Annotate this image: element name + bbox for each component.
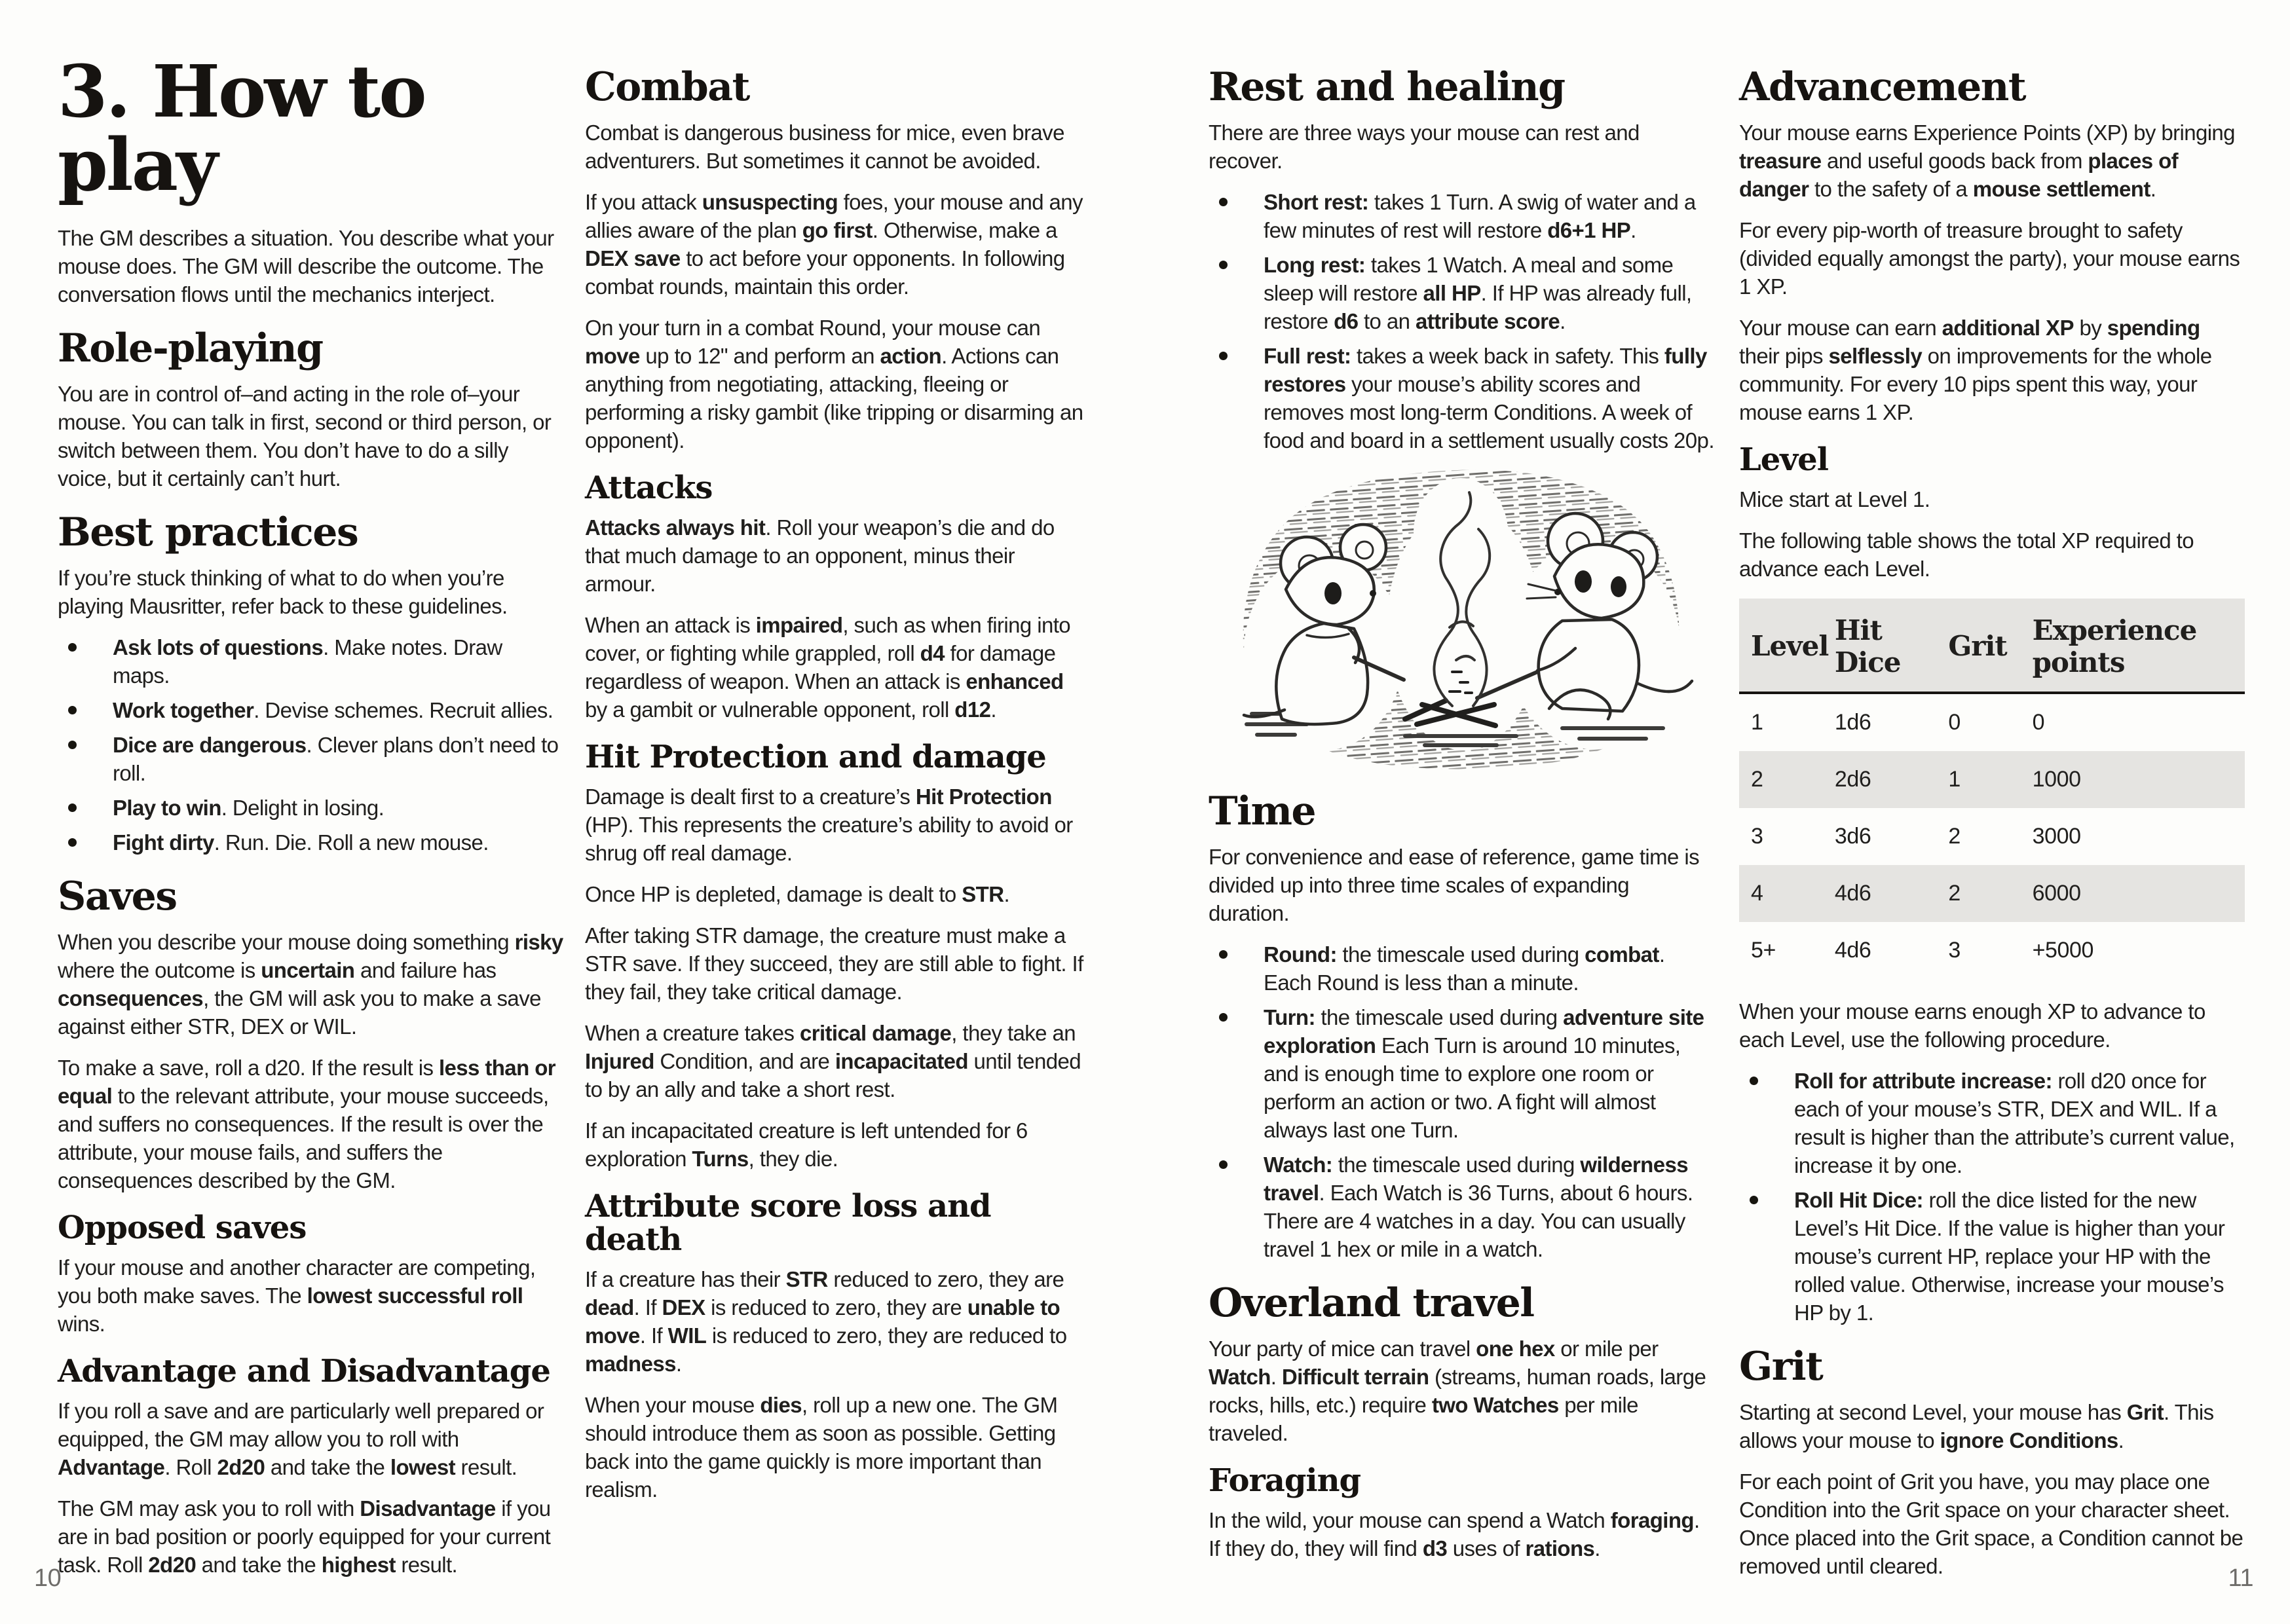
column-header-experience-points: Experience points xyxy=(2033,599,2245,693)
cell-hit-dice: 3d6 xyxy=(1834,823,1871,849)
heading-time: Time xyxy=(1209,788,1316,834)
table-row xyxy=(1739,751,2245,808)
cell-hit-dice: 2d6 xyxy=(1835,751,1949,808)
cell-grit: 3 xyxy=(1948,937,1961,963)
cell-grit: 2 xyxy=(1948,823,1961,849)
rest-paragraph: There are three ways your mouse can rest and recover. xyxy=(1209,120,1640,173)
list-item: Dice are dangerous. Clever plans don’t need to roll. xyxy=(58,731,563,787)
heading-attribute-loss-death: Attribute score loss and death xyxy=(585,1187,991,1259)
advancement-paragraph-3: Your mouse can earn additional XP by spending their pips selflessly on improvements for the whole community. For every 10 pips spent this way, your mouse earns 1 XP. xyxy=(1739,316,2212,424)
opposed-saves-paragraph: If your mouse and another character are competing, you both make saves. The lowest successful roll wins. xyxy=(58,1255,536,1337)
table-row xyxy=(1739,865,2245,922)
cell-xp: 1000 xyxy=(2033,751,2245,808)
hit-protection-paragraph-4: When a creature takes critical damage, they take an Injured Condition, and are incapacitated until tended to by an ally and take a short rest. xyxy=(585,1020,1081,1101)
combat-paragraph-1: Combat is dangerous business for mice, even brave adventurers. But sometimes it cannot be avoided. xyxy=(585,120,1064,173)
table-header-row xyxy=(1739,599,2245,693)
column-header-hit-dice: Hit Dice xyxy=(1835,599,1949,693)
cell-xp: 0 xyxy=(2032,709,2045,735)
list-item: Full rest: takes a week back in safety. This fully restores your mouse’s ability scores and removes most long-term Conditions. A week of food and board in a settlement usually costs 20p. xyxy=(1209,342,1714,454)
list-item: Long rest: takes 1 Watch. A meal and some sleep will restore all HP. If HP was already full, restore d6 to an attribute score. xyxy=(1209,251,1714,335)
foraging-paragraph: In the wild, your mouse can spend a Watch foraging. If they do, they will find d3 uses of rations. xyxy=(1209,1507,1700,1560)
heading-rest-and-healing: Rest and healing xyxy=(1209,64,1565,110)
list-item: Play to win. Delight in losing. xyxy=(58,794,563,822)
heading-overland-travel: Overland travel xyxy=(1209,1280,1534,1326)
level-paragraph-2: The following table shows the total XP required to advance each Level. xyxy=(1739,528,2194,581)
column-advancement xyxy=(1739,55,2245,1593)
hit-protection-paragraph-1: Damage is dealt first to a creature’s Hit Protection (HP). This represents the creature’s ability to avoid or shrug off real damage. xyxy=(585,784,1073,865)
level-xp-table xyxy=(1739,599,2245,979)
cell-level: 3 xyxy=(1751,823,1763,849)
column-header-grit: Grit xyxy=(1948,599,2032,693)
advantage-paragraph-1: If you roll a save and are particularly well prepared or equipped, the GM may allow you to roll with Advantage. Roll 2d20 and take the lowest result. xyxy=(58,1399,544,1480)
overland-paragraph: Your party of mice can travel one hex or mile per Watch. Difficult terrain (streams, human roads, large rocks, hills, etc.) require two Watches per mile traveled. xyxy=(1209,1337,1706,1445)
cell-level: 2 xyxy=(1739,751,1835,808)
advantage-paragraph-2: The GM may ask you to roll with Disadvantage if you are in bad position or poorly equipped for your current task. Roll 2d20 and take the highest result. xyxy=(58,1496,551,1578)
cell-level: 5+ xyxy=(1751,937,1776,963)
list-item: Short rest: takes 1 Turn. A swig of water and a few minutes of rest will restore d6+1 HP. xyxy=(1209,188,1714,244)
chapter-title: 3. How to play xyxy=(58,49,425,208)
combat-paragraph-3: On your turn in a combat Round, your mouse can move up to 12" and perform an action. Actions can anything from negotiating, attacking, fleeing or performing a risky gambit (like tripping or disarming an opponent). xyxy=(585,316,1083,452)
cell-grit: 0 xyxy=(1948,709,1961,735)
campfire-mice-illustration xyxy=(1209,464,1714,771)
page-number-left: 10 xyxy=(34,1564,62,1592)
cell-xp: 6000 xyxy=(2033,865,2245,922)
cell-xp: +5000 xyxy=(2032,937,2094,963)
list-item: Roll Hit Dice: roll the dice listed for the new Level’s Hit Dice. If the value is higher than your mouse’s current HP, replace your HP with the rolled value. Otherwise, increase your mouse’s HP by 1. xyxy=(1739,1186,2245,1327)
cell-hit-dice: 4d6 xyxy=(1834,937,1871,963)
heading-level: Level xyxy=(1739,441,1828,478)
time-list xyxy=(1209,940,1714,1263)
list-item: Fight dirty. Run. Die. Roll a new mouse. xyxy=(58,828,563,857)
best-practices-list xyxy=(58,633,563,857)
column-combat xyxy=(585,55,1091,1517)
cell-xp: 3000 xyxy=(2032,823,2081,849)
table-row xyxy=(1739,808,2245,865)
heading-saves: Saves xyxy=(58,874,177,920)
role-playing-paragraph: You are in control of–and acting in the role of–your mouse. You can talk in first, second or third person, or switch between them. You don’t have to do a silly voice, but it certainly can’t hurt. xyxy=(58,382,552,491)
advancement-paragraph-1: Your mouse earns Experience Points (XP) by bringing treasure and useful goods back from places of danger to the safety of a mouse settlement. xyxy=(1739,120,2235,201)
hit-protection-paragraph-5: If an incapacitated creature is left untended for 6 exploration Turns, they die. xyxy=(585,1118,1028,1171)
grit-paragraph-1: Starting at second Level, your mouse has Grit. This allows your mouse to ignore Conditions. xyxy=(1739,1399,2214,1452)
heading-foraging: Foraging xyxy=(1209,1462,1361,1499)
cell-hit-dice: 1d6 xyxy=(1834,709,1871,735)
list-item: Roll for attribute increase: roll d20 once for each of your mouse’s STR, DEX and WIL. If a result is higher than the attribute’s current value, increase it by one. xyxy=(1739,1067,2245,1179)
cell-grit: 1 xyxy=(1948,751,2032,808)
column-how-to-play xyxy=(58,49,563,1592)
list-item: Ask lots of questions. Make notes. Draw maps. xyxy=(58,633,563,690)
hit-protection-paragraph-3: After taking STR damage, the creature must make a STR save. If they succeed, they are still able to fight. If they fail, they take critical damage. xyxy=(585,923,1083,1004)
attacks-paragraph-1: Attacks always hit. Roll your weapon’s die and do that much damage to an opponent, minus their armour. xyxy=(585,515,1055,596)
hit-protection-paragraph-2: Once HP is depleted, damage is dealt to STR. xyxy=(585,881,1010,906)
heading-best-practices: Best practices xyxy=(58,509,358,556)
best-practices-paragraph: If you’re stuck thinking of what to do when you’re playing Mausritter, refer back to these guidelines. xyxy=(58,566,508,619)
combat-paragraph-2: If you attack unsuspecting foes, your mouse and any allies aware of the plan go first. Otherwise, make a DEX save to act before your opponents. In following combat rounds, maintain this order. xyxy=(585,190,1083,299)
list-item: Turn: the timescale used during adventure site exploration Each Turn is around 10 minutes, and is enough time to explore one room or perform an action or two. A fight will almost always last one Turn. xyxy=(1209,1003,1714,1144)
level-procedure-list xyxy=(1739,1067,2245,1327)
column-rest-time-travel xyxy=(1209,55,1714,1576)
intro-paragraph: The GM describes a situation. You describe what your mouse does. The GM will describe the outcome. The conversation flows until the mechanics interject. xyxy=(58,226,554,307)
list-item: Round: the timescale used during combat. Each Round is less than a minute. xyxy=(1209,940,1714,997)
heading-combat: Combat xyxy=(585,64,749,110)
heading-opposed-saves: Opposed saves xyxy=(58,1209,307,1247)
cell-level: 1 xyxy=(1751,709,1763,735)
heading-attacks: Attacks xyxy=(585,470,713,506)
cell-level: 4 xyxy=(1739,865,1835,922)
heading-advancement: Advancement xyxy=(1739,64,2026,110)
list-item: Work together. Devise schemes. Recruit allies. xyxy=(58,696,563,724)
table-row xyxy=(1739,922,2245,979)
table-row xyxy=(1739,693,2245,751)
heading-role-playing: Role-playing xyxy=(58,325,323,372)
advancement-paragraph-2: For every pip-worth of treasure brought to safety (divided equally amongst the party), your mouse earns 1 XP. xyxy=(1739,218,2240,299)
time-paragraph: For convenience and ease of reference, game time is divided up into three time scales of expanding duration. xyxy=(1209,845,1699,925)
page-number-right: 11 xyxy=(2228,1564,2253,1592)
level-paragraph-1: Mice start at Level 1. xyxy=(1739,487,1930,511)
saves-paragraph-1: When you describe your mouse doing something risky where the outcome is uncertain and failure has consequences, the GM will ask you to make a save against either STR, DEX or WIL. xyxy=(58,930,563,1039)
column-header-level: Level xyxy=(1739,599,1835,693)
saves-paragraph-2: To make a save, roll a d20. If the result is less than or equal to the relevant attribute, your mouse succeeds, and suffers no consequences. If the result is over the attribute, your mouse fails, and suffers the consequences described by the GM. xyxy=(58,1056,555,1193)
grit-paragraph-2: For each point of Grit you have, you may place one Condition into the Grit space on your character sheet. Once placed into the Grit space, a Condition cannot be removed until cleared. xyxy=(1739,1469,2243,1578)
attacks-paragraph-2: When an attack is impaired, such as when firing into cover, or fighting while grappled, roll d4 for damage regardless of weapon. When an attack is enhanced by a gambit or vulnerable opponent, roll d12. xyxy=(585,612,1071,722)
list-item: Watch: the timescale used during wilderness travel. Each Watch is 36 Turns, about 6 hours. There are 4 watches in a day. You can usually travel 1 hex or mile in a watch. xyxy=(1209,1151,1714,1263)
heading-hit-protection: Hit Protection and damage xyxy=(585,738,1046,775)
level-paragraph-3: When your mouse earns enough XP to advance to each Level, use the following procedure. xyxy=(1739,999,2206,1052)
attribute-loss-paragraph-2: When your mouse dies, roll up a new one. The GM should introduce them as soon as possible. Getting back into the game quickly is more important than realism. xyxy=(585,1393,1058,1502)
heading-advantage-disadvantage: Advantage and Disadvantage xyxy=(58,1353,550,1390)
heading-grit: Grit xyxy=(1739,1343,1823,1390)
attribute-loss-paragraph-1: If a creature has their STR reduced to zero, they are dead. If DEX is reduced to zero, they are unable to move. If WIL is reduced to zero, they are reduced to madness. xyxy=(585,1267,1067,1376)
cell-hit-dice: 4d6 xyxy=(1835,865,1949,922)
cell-grit: 2 xyxy=(1948,865,2032,922)
rest-list xyxy=(1209,188,1714,454)
